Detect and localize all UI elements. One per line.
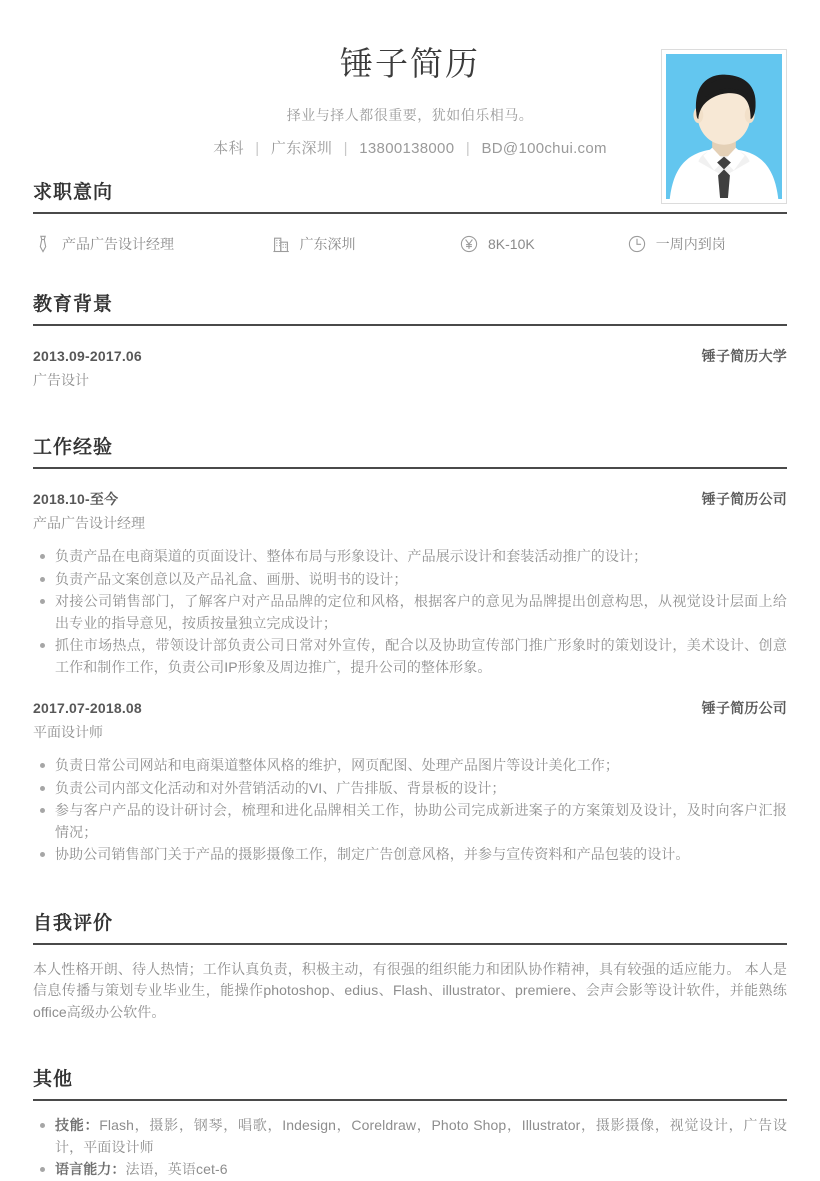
- intention-item-city: [271, 234, 460, 254]
- intention-item-salary: [459, 234, 627, 254]
- spacer: [0, 254, 820, 292]
- avatar-illustration: [666, 54, 782, 199]
- experience-entry: [33, 488, 787, 678]
- list-item: 参与客户产品的设计研讨会，梳理和进化品牌相关工作，协助公司完成新进案子的方案策划及设计，及时向客户汇报情况；: [33, 800, 787, 843]
- education-date: 2013.09-2017.06: [33, 348, 142, 364]
- intention-city-label: 广东深圳: [299, 236, 356, 252]
- experience-entry: [33, 697, 787, 866]
- section-title-experience: 工作经验: [33, 437, 114, 458]
- section-title-intention: 求职意向: [33, 182, 114, 203]
- education-school: 锤子简历大学: [701, 348, 787, 364]
- personal-motto: 择业与择人都很重要，犹如伯乐相马。: [286, 107, 534, 123]
- section-divider: [33, 943, 787, 945]
- section-self-evaluation: [0, 911, 820, 1024]
- contact-separator: |: [255, 140, 260, 157]
- section-title-education: 教育背景: [33, 294, 114, 315]
- experience-role: 产品广告设计经理: [33, 515, 145, 531]
- list-item: 协助公司销售部门关于产品的摄影摄像工作，制定广告创意风格，并参与宣传资料和产品包装的设计。: [33, 844, 787, 866]
- section-divider: [33, 212, 787, 214]
- contact-phone: 13800138000: [359, 140, 455, 157]
- experience-role: 平面设计师: [33, 724, 103, 740]
- spacer: [0, 867, 820, 911]
- tie-icon: [33, 234, 53, 254]
- section-title-other: 其他: [33, 1069, 74, 1090]
- section-title-self-evaluation: 自我评价: [33, 912, 114, 934]
- yen-icon: [459, 234, 479, 254]
- section-experience: [0, 435, 820, 866]
- other-list: [33, 1115, 787, 1181]
- resume-header: [0, 0, 820, 180]
- experience-date: 2018.10-至今: [33, 491, 119, 507]
- section-divider: [33, 1099, 787, 1101]
- intention-position-label: 产品广告设计经理: [62, 236, 174, 252]
- experience-company: 锤子简历公司: [701, 491, 787, 507]
- intention-item-availability: [627, 234, 787, 254]
- education-entry: [33, 345, 787, 391]
- building-icon: [271, 234, 291, 254]
- experience-company: 锤子简历公司: [701, 700, 787, 716]
- experience-bullet-list: [33, 755, 787, 866]
- list-item: [33, 1159, 787, 1181]
- spacer: [0, 1023, 820, 1067]
- list-item: 负责产品在电商渠道的页面设计、整体布局与形象设计、产品展示设计和套装活动推广的设计；: [33, 546, 787, 568]
- avatar-frame: [661, 49, 787, 204]
- contact-education: 本科: [213, 140, 244, 157]
- entry-header: [33, 345, 787, 367]
- spacer: [0, 391, 820, 435]
- list-item: 负责公司内部文化活动和对外营销活动的VI、广告排版、背景板的设计；: [33, 778, 787, 800]
- entry-header: [33, 697, 787, 719]
- experience-date: 2017.07-2018.08: [33, 700, 142, 716]
- other-value-skills: Flash，摄影，钢琴，唱歌，Indesign，Coreldraw，Photo Shop，Illustrator，摄影摄像，视觉设计，广告设计，平面设计师: [55, 1117, 787, 1155]
- other-label-skills: 技能：: [55, 1117, 100, 1133]
- list-item: 抓住市场热点，带领设计部负责公司日常对外宣传，配合以及协助宣传部门推广形象时的策划设计，美术设计、创意工作和制作工作，负责公司IP形象及周边推广，提升公司的整体形象。: [33, 635, 787, 678]
- other-value-languages: 法语，英语cet-6: [125, 1161, 228, 1177]
- contact-email: BD@100chui.com: [481, 140, 607, 157]
- other-label-languages: 语言能力：: [55, 1161, 126, 1177]
- list-item: 负责日常公司网站和电商渠道整体风格的维护，网页配图、处理产品图片等设计美化工作；: [33, 755, 787, 777]
- education-major: 广告设计: [33, 372, 89, 388]
- intention-salary-label: 8K-10K: [488, 236, 535, 252]
- list-item: [33, 1115, 787, 1158]
- section-divider: [33, 324, 787, 326]
- contact-separator: |: [343, 140, 348, 157]
- entry-header: [33, 488, 787, 510]
- intention-item-position: [33, 234, 271, 254]
- intention-availability-label: 一周内到岗: [655, 236, 726, 252]
- intention-row: [33, 234, 787, 254]
- section-education: [0, 292, 820, 391]
- experience-bullet-list: [33, 546, 787, 678]
- list-item: 对接公司销售部门，了解客户对产品品牌的定位和风格，根据客户的意见为品牌提出创意构思，从视觉设计层面上给出专业的指导意见，按质按量独立完成设计；: [33, 591, 787, 634]
- contact-separator: |: [465, 140, 471, 157]
- section-divider: [33, 467, 787, 469]
- list-item: 负责产品文案创意以及产品礼盒、画册、说明书的设计；: [33, 569, 787, 591]
- section-other: [0, 1067, 820, 1181]
- avatar: [666, 54, 782, 199]
- self-evaluation-text: 本人性格开朗、待人热情；工作认真负责，积极主动，有很强的组织能力和团队协作精神，具有较强的适应能力。 本人是信息传播与策划专业毕业生，能操作photoshop、edius、Flash、illustrator、premiere、会声会影等设计软件，并能熟练office高级办公软件。: [33, 960, 787, 1020]
- contact-location: 广东深圳: [270, 140, 333, 157]
- clock-icon: [627, 234, 647, 254]
- page-title: 锤子简历: [340, 45, 480, 82]
